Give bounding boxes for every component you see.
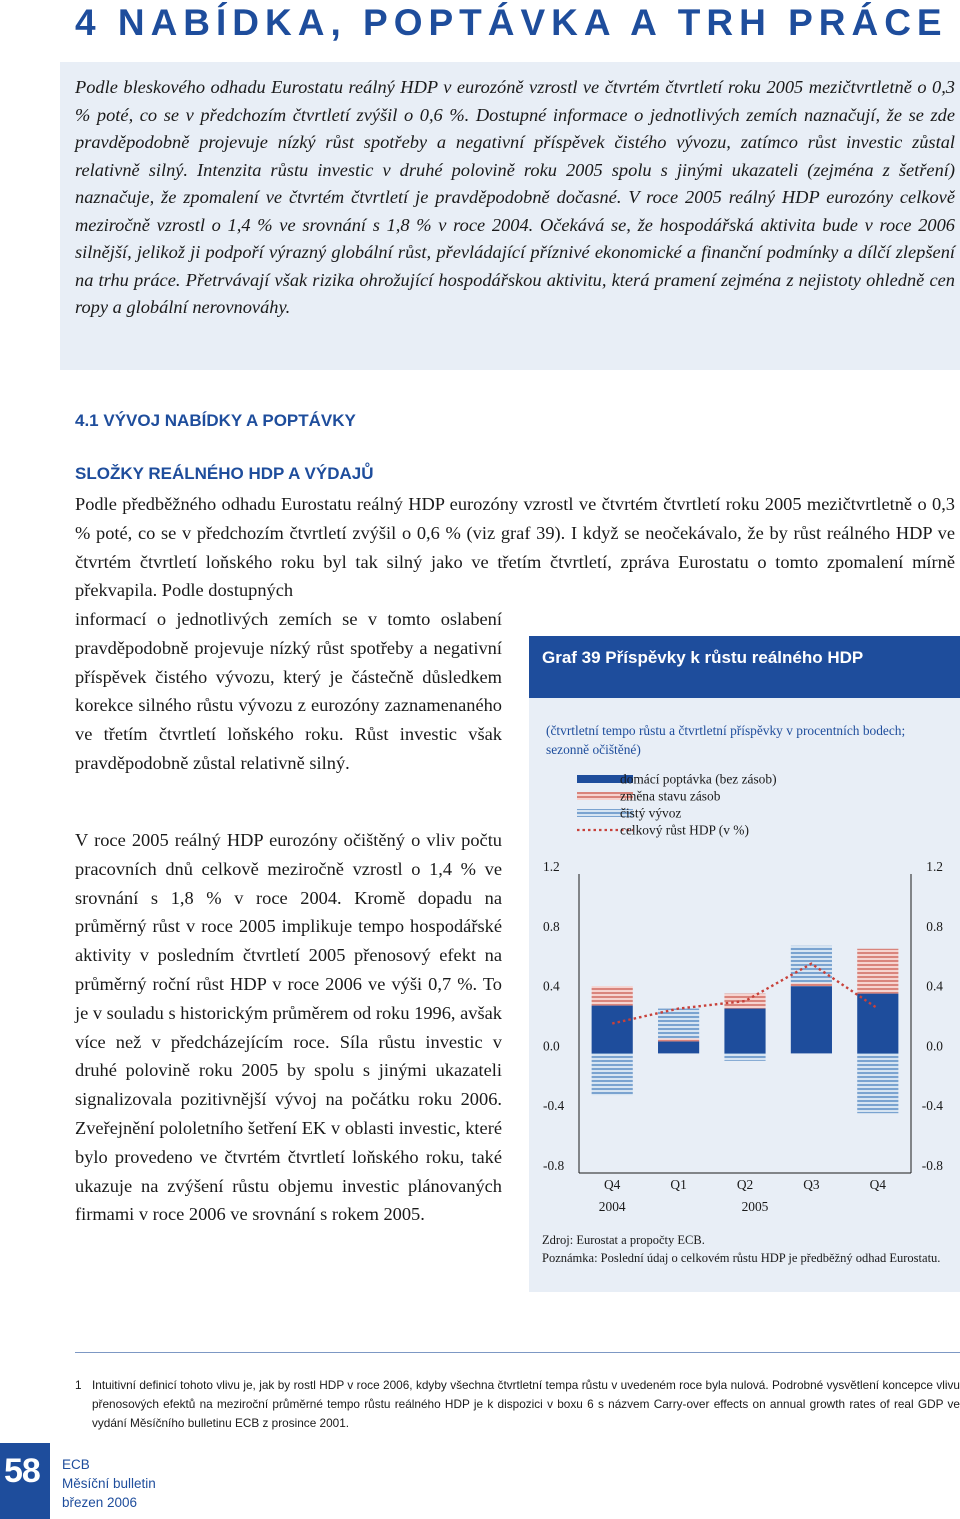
bar-segment xyxy=(592,1053,633,1095)
x-tick-label: Q4 xyxy=(869,1177,886,1192)
chart-notes xyxy=(542,1232,947,1267)
y-tick-label-left: -0.4 xyxy=(543,1098,565,1114)
bar-segment xyxy=(724,1053,765,1060)
bar-segment xyxy=(791,983,832,986)
y-tick-label-right: -0.8 xyxy=(921,1158,943,1173)
chapter-title: 4 NABÍDKA, POPTÁVKA A TRH PRÁCE xyxy=(75,2,948,43)
chart-source: Zdroj: Eurostat a propočty ECB. xyxy=(542,1233,705,1247)
footer-publication xyxy=(62,1455,156,1512)
y-tick-label-right: 1.2 xyxy=(926,859,943,874)
footer-date: březen 2006 xyxy=(62,1495,138,1510)
bar-segment xyxy=(857,994,898,1054)
bar-segment xyxy=(857,1053,898,1113)
x-tick-label: Q4 xyxy=(604,1177,621,1192)
y-tick-label-right: 0.4 xyxy=(926,978,943,994)
bar-segment xyxy=(592,986,633,1005)
x-year-label: 2004 xyxy=(598,1199,626,1214)
bar-segment xyxy=(658,1009,699,1039)
footer-publication-name: Měsíční bulletin xyxy=(62,1476,156,1491)
bar-segment xyxy=(658,1038,699,1041)
bar-segment xyxy=(857,949,898,994)
y-tick-label-left: 0.8 xyxy=(543,918,560,934)
bar-segment xyxy=(592,1006,633,1054)
body-paragraph-3: V roce 2005 reálný HDP eurozóny očištěný o vliv počtu pracovních dnů celkově meziročně vzrostl o 1,4 % ve srovnání s 1,8 % v roce 2004. Kromě dopadu na průměrný růst v roce 2005 implikuje tempo hospodářské aktivity v posledním čtvrtletí 2005 přenosový efekt na průměrný roční růst HDP v roce 2006 ve výši 0,7 %. To je v souladu s historickým průměrem od roku 1996, avšak více než v předcházejícím roce. Síla růstu investic v druhé polovině roku 2005 by spolu s jinými ukazateli signalizovala pozitivnější vývoj na počátku roku 2006. Zveřejnění pololetního šetření EK v oblasti investic, které bylo provedeno ve čtvrtém čtvrtletí loňského roku, také ukazuje na zvýšení růstu objemu investic plánovaných firmami v roce 2006 ve srovnání s rokem 2005. xyxy=(75,830,502,1225)
footnote-text: Intuitivní definicí tohoto vlivu je, jak by rostl HDP v roce 2006, kdyby všechna čtvrtletní tempa růstu v uvedeném roce byla nulová. Podrobné vysvětlení koncepce vlivu přenosových efektů na meziroční průměrné tempo růstu reálného HDP je k dispozici v boxu 6 s názvem Carry-over effects on annual growth rates of real GDP ve vydání Měsíčního bulletinu ECB z prosince 2001. xyxy=(92,1378,960,1430)
y-tick-label-right: 0.0 xyxy=(926,1038,943,1054)
y-tick-label-left: 0.0 xyxy=(543,1038,560,1054)
legend-label: celkový růst HDP (v %) xyxy=(620,822,749,838)
intro-paragraph: Podle bleskového odhadu Eurostatu reálný HDP v eurozóně vzrostl ve čtvrtém čtvrtletí roku 2005 mezičtvrtletně o 0,3 % poté, co se v předchozím čtvrtletí zvýšil o 0,6 %. Dostupné informace o jednotlivých zemích naznačují, že se zde pravděpodobně projevuje nízký růst spotřeby a negativní příspěvek čistého vývozu, zatímco růst investic zůstal relativně silný. Intenzita růstu investic v druhé polovině roku 2005 spolu s jinými ukazateli (zejména z šetření) naznačuje, že zpomalení ve čtvrtém čtvrtletí je pravděpodobně dočasné. V roce 2005 reálný HDP eurozóny celkově meziročně vzrostl o 1,4 % ve srovnání s 1,8 % v roce 2004. Očekává se, že hospodářská aktivita bude v roce 2006 silnější, jelikož ji podpoří výrazný globální růst, převládající příznivé ekonomické a finanční podmínky a dílčí zlepšení na trhu práce. Přetrvávají však rizika ohrožující hospodářskou aktivitu, která pramení zejména z nejistoty ohledně cen ropy a globální nerovnováhy. xyxy=(75,77,955,317)
contributions-chart xyxy=(529,760,960,1220)
section-heading: 4.1 VÝVOJ NABÍDKY A POPTÁVKY xyxy=(75,411,356,430)
chart-title: Graf 39 Příspěvky k růstu reálného HDP xyxy=(542,648,864,667)
footer-publisher: ECB xyxy=(62,1457,90,1472)
bar-segment xyxy=(658,1041,699,1053)
x-year-label: 2005 xyxy=(741,1199,769,1214)
x-tick-label: Q2 xyxy=(736,1177,754,1192)
footnote xyxy=(75,1376,960,1433)
body-paragraph-2: informací o jednotlivých zemích se v tomto oslabení pravděpodobně projevuje nízký růst spotřeby a negativní příspěvek čistého vývozu, který je částečně důsledkem korekce silného růstu vývozu z eurozóny zaznamenaného ve třetím čtvrtletí loňského roku. Růst investic však pravděpodobně zůstal relativně silný. xyxy=(75,609,502,773)
y-tick-label-right: -0.4 xyxy=(921,1098,943,1114)
x-tick-label: Q3 xyxy=(803,1177,820,1192)
footnote-divider xyxy=(75,1352,960,1353)
legend-label: čistý vývoz xyxy=(620,805,682,821)
chart-subtitle: (čtvrtletní tempo růstu a čtvrtletní příspěvky v procentních bodech; sezonně očištěné) xyxy=(546,723,906,757)
y-tick-label-left: 0.4 xyxy=(543,978,560,994)
y-tick-label-left: -0.8 xyxy=(543,1158,565,1173)
bar-segment xyxy=(791,986,832,1053)
y-tick-label-left: 1.2 xyxy=(543,859,560,874)
bar-segment xyxy=(724,1009,765,1054)
footnote-number: 1 xyxy=(75,1378,82,1392)
x-tick-label: Q1 xyxy=(670,1177,687,1192)
legend-label: domácí poptávka (bez zásob) xyxy=(620,771,777,787)
body-paragraph-1: Podle předběžného odhadu Eurostatu reálný HDP eurozóny vzrostl ve čtvrtém čtvrtletí roku 2005 mezičtvrtletně o 0,3 % poté, co se v předchozím čtvrtletí zvýšil o 0,6 % (viz graf 39). I když se neočekávalo, že by růst reálného HDP ve čtvrtém čtvrtletí loňského roku byl tak silný jako ve třetím čtvrtletí, zpráva Eurostatu o tomto zpomalení mírně překvapila. Podle dostupných xyxy=(75,494,955,601)
sub-heading: SLOŽKY REÁLNÉHO HDP A VÝDAJŮ xyxy=(75,464,374,483)
page-number: 58 xyxy=(4,1452,40,1490)
chart-note: Poznámka: Poslední údaj o celkovém růstu HDP je předběžný odhad Eurostatu. xyxy=(542,1250,941,1265)
y-tick-label-right: 0.8 xyxy=(926,918,943,934)
legend-label: změna stavu zásob xyxy=(620,788,721,804)
